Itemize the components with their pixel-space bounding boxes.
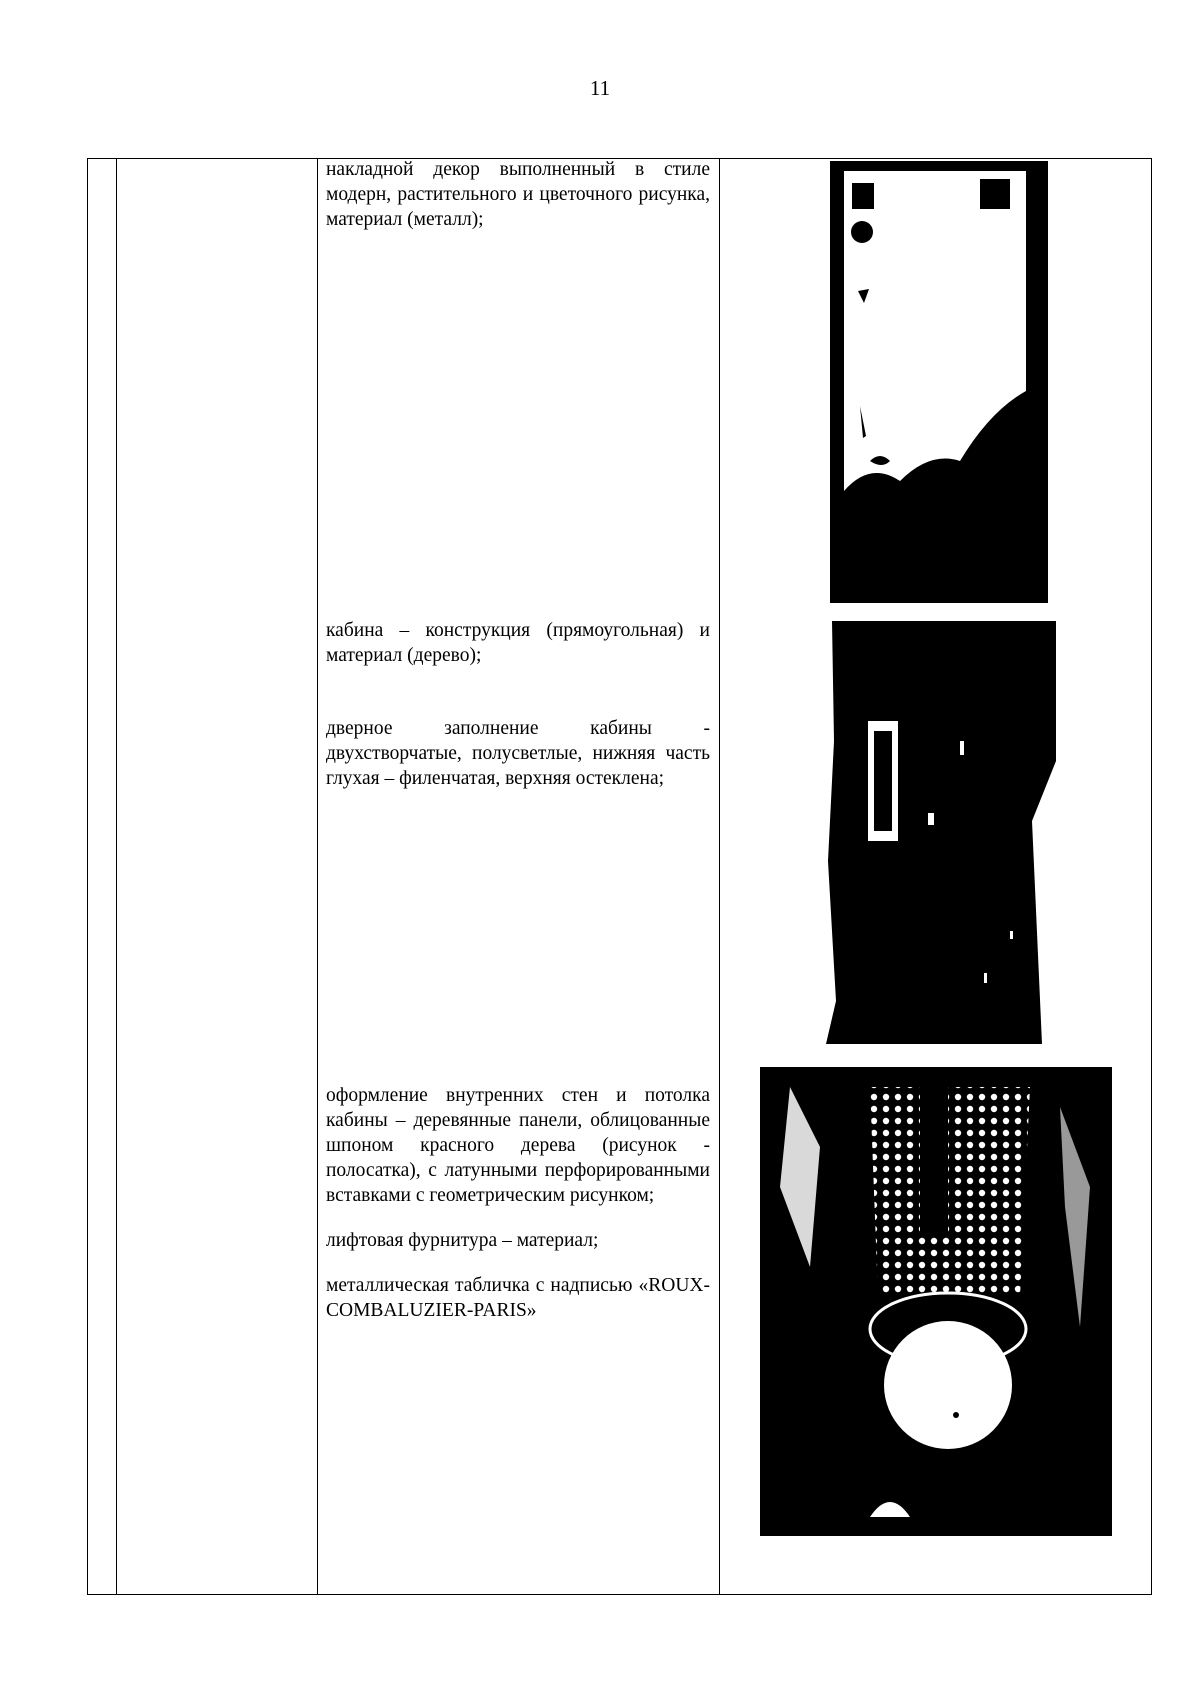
row-3-description [326, 1083, 710, 1343]
paragraph: дверное заполнение кабины - двухстворчатые, полусветлые, нижняя часть глухая – филенчатая, верхняя остеклена; [326, 718, 710, 789]
row-2-description [326, 618, 710, 811]
cabin-photo [820, 621, 1056, 1044]
row-1-description [326, 157, 710, 252]
description-table [87, 158, 1152, 1595]
column-divider-3 [719, 159, 720, 1594]
page-number: 11 [589, 76, 611, 100]
paragraph: оформление внутренних стен и потолка кабины – деревянные панели, облицованные шпоном красного дерева (рисунок - полосатка), с латунными перфорированными вставками с геометрическим рисунком; [326, 1085, 710, 1206]
decor-photo [830, 161, 1048, 603]
paragraph: металлическая табличка с надписью «ROUX-COMBALUZIER-PARIS» [326, 1275, 710, 1321]
interior-photo [760, 1067, 1112, 1536]
paragraph: накладной декор выполненный в стиле модерн, растительного и цветочного рисунка, материал (металл); [326, 159, 710, 230]
paragraph: лифтовая фурнитура – материал; [326, 1230, 599, 1251]
column-divider-2 [317, 159, 318, 1594]
column-divider-1 [116, 159, 117, 1594]
paragraph: кабина – конструкция (прямоугольная) и материал (дерево); [326, 620, 710, 666]
